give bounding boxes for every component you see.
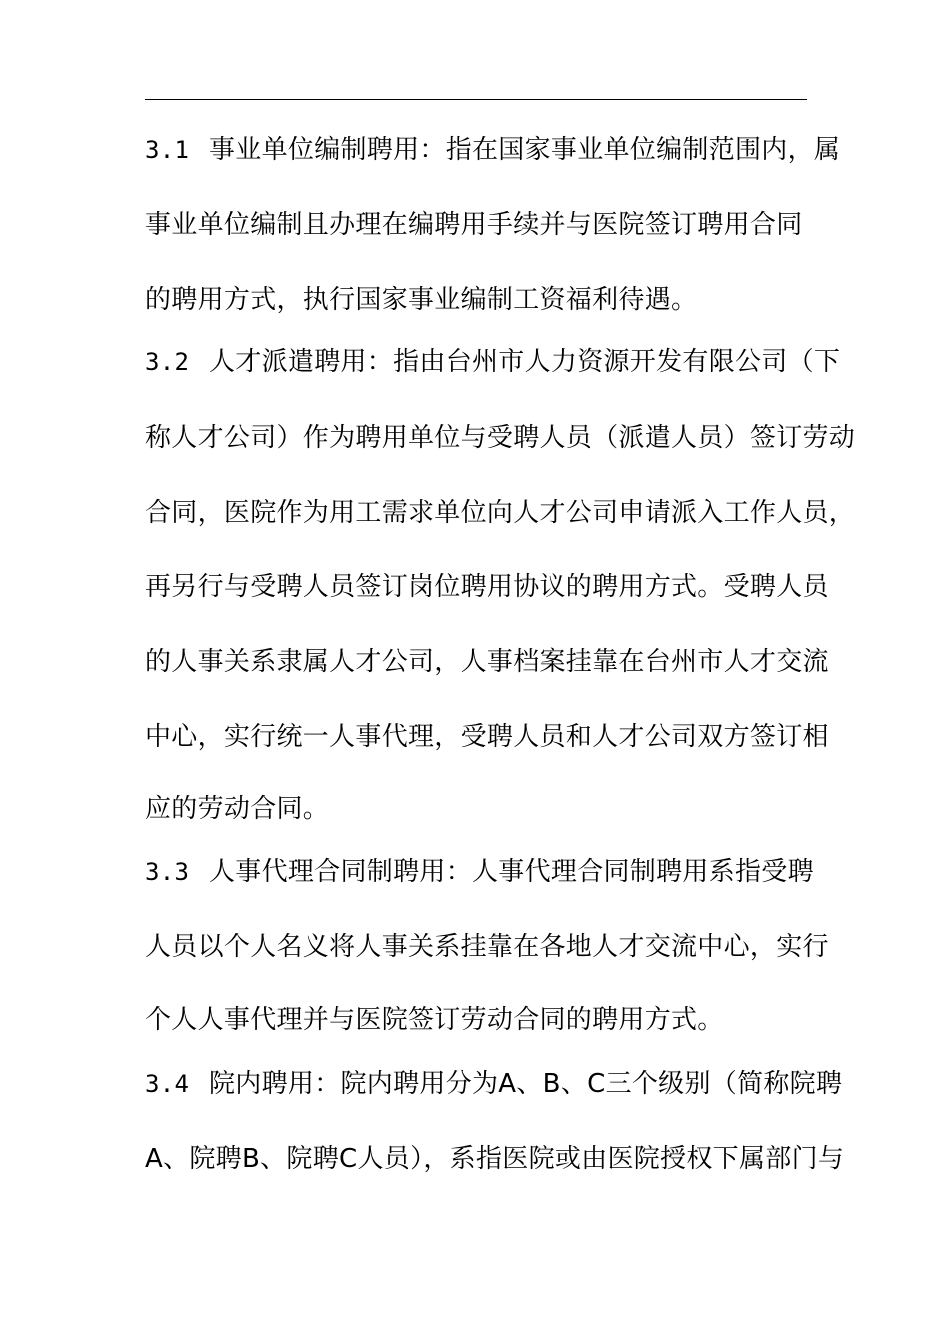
paragraph-text: 事业单位编制且办理在编聘用手续并与医院签订聘用合同 bbox=[145, 210, 803, 240]
paragraph-text: 的聘用方式，执行国家事业编制工资福利待遇。 bbox=[145, 285, 698, 315]
section-3-2-line-3 bbox=[145, 493, 856, 533]
paragraph-text: 合同，医院作为用工需求单位向人才公司申请派入工作人员， bbox=[145, 498, 856, 528]
section-3-2-line-5 bbox=[145, 642, 829, 682]
paragraph-text: 人事代理合同制聘用：人事代理合同制聘用系指受聘 bbox=[209, 857, 814, 887]
section-3-3-line-3 bbox=[145, 1000, 825, 1040]
paragraph-text: 事业单位编制聘用：指在国家事业单位编制范围内，属 bbox=[209, 135, 841, 165]
section-3-1-line-3 bbox=[145, 280, 825, 320]
section-number: 3.3 bbox=[145, 858, 190, 886]
section-number: 3.2 bbox=[145, 348, 190, 376]
section-3-1-line-2 bbox=[145, 205, 825, 245]
section-3-4-line-2 bbox=[145, 1139, 845, 1179]
paragraph-text: 院内聘用：院内聘用分为A、B、C三个级别（简称院聘 bbox=[209, 1069, 843, 1099]
section-number: 3.4 bbox=[145, 1070, 190, 1098]
section-3-2-line-4 bbox=[145, 567, 829, 607]
paragraph-text: 人员以个人名义将人事关系挂靠在各地人才交流中心，实行 bbox=[145, 932, 829, 962]
paragraph-text: 应的劳动合同。 bbox=[145, 794, 330, 824]
header-rule bbox=[145, 99, 807, 100]
paragraph-text: 的人事关系隶属人才公司，人事档案挂靠在台州市人才交流 bbox=[145, 647, 829, 677]
paragraph-text: 中心，实行统一人事代理，受聘人员和人才公司双方签订相 bbox=[145, 722, 829, 752]
paragraph-text: 称人才公司）作为聘用单位与受聘人员（派遣人员）签订劳动 bbox=[145, 423, 856, 453]
section-3-1-line-1 bbox=[145, 130, 841, 170]
section-3-3-line-2 bbox=[145, 927, 829, 967]
paragraph-text: 个人人事代理并与医院签订劳动合同的聘用方式。 bbox=[145, 1005, 724, 1035]
section-3-2-line-2 bbox=[145, 418, 856, 458]
paragraph-text: 人才派遣聘用：指由台州市人力资源开发有限公司（下 bbox=[209, 347, 841, 377]
section-3-4-line-1 bbox=[145, 1064, 843, 1104]
section-3-3-line-1 bbox=[145, 852, 825, 892]
section-3-2-line-7 bbox=[145, 789, 825, 829]
section-3-2-line-1 bbox=[145, 342, 841, 382]
paragraph-text: 再另行与受聘人员签订岗位聘用协议的聘用方式。受聘人员 bbox=[145, 572, 829, 602]
section-3-2-line-6 bbox=[145, 717, 829, 757]
section-number: 3.1 bbox=[145, 136, 190, 164]
paragraph-text: A、院聘B、院聘C人员），系指医院或由医院授权下属部门与 bbox=[145, 1144, 845, 1174]
